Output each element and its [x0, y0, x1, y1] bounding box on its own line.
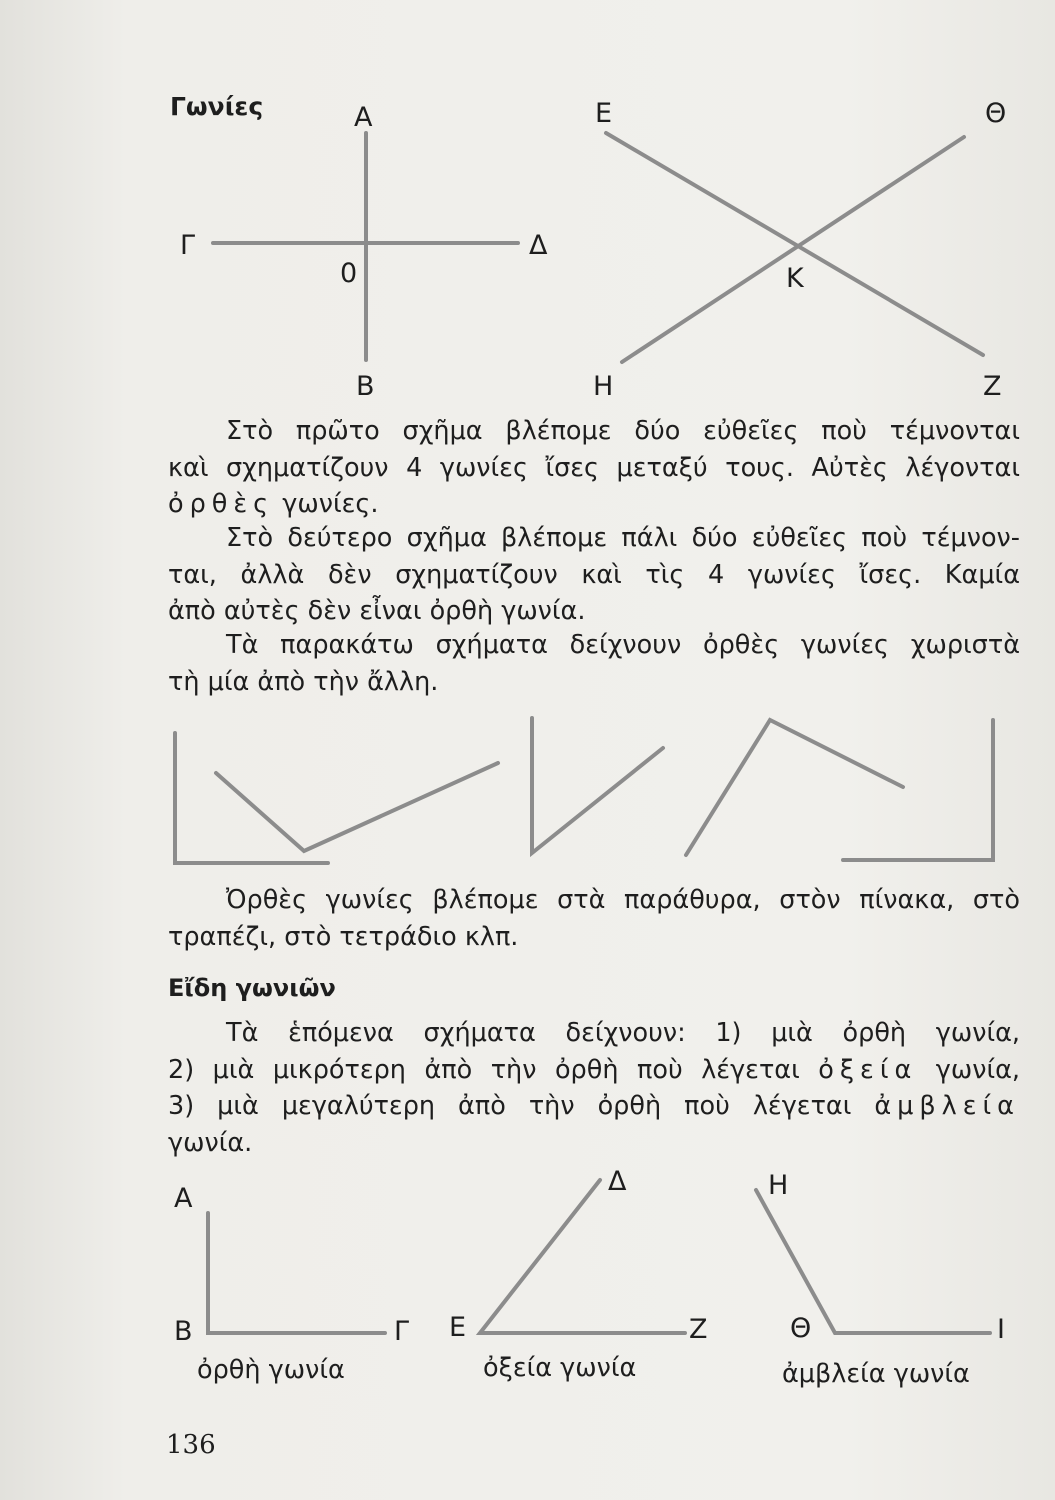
- right-angle-label-g: Γ: [394, 1316, 410, 1347]
- paragraph-5-line-2-start: 2) μιὰ μικρότερη ἀπὸ τὴν ὀρθὴ ποὺ λέγεται: [168, 1054, 800, 1085]
- paragraph-2-line-2: ται, ἀλλὰ δὲν σχηματίζουν καὶ τὶς 4 γωνίες ἴσες. Καμία: [168, 559, 1020, 590]
- figure1-label-o: 0: [340, 258, 358, 289]
- right-angle-caption: ὀρθὴ γωνία: [197, 1355, 345, 1385]
- paragraph-1: [168, 413, 1020, 523]
- paragraph-4-line-1: Ὀρθὲς γωνίες βλέπομε στὰ παράθυρα, στὸν πίνακα, στὸ: [226, 885, 1020, 915]
- right-angle-example-1: [175, 733, 328, 863]
- acute-angle-label-z: Ζ: [689, 1314, 708, 1345]
- figure2-label-h: Η: [593, 371, 614, 402]
- paragraph-1-line-1: Στὸ πρῶτο σχῆμα βλέπομε δύο εὐθεῖες ποὺ τέμνονται: [226, 416, 1020, 446]
- page-number: 136: [166, 1430, 216, 1460]
- paragraph-5-line-3-start: 3) μιὰ μεγαλύτερη ἀπὸ τὴν ὀρθὴ ποὺ λέγεται: [168, 1091, 852, 1121]
- figure2-label-e: Ε: [595, 98, 613, 129]
- acute-angle-caption: ὀξεία γωνία: [483, 1353, 637, 1383]
- paragraph-5-line-2: [168, 1052, 1020, 1089]
- acute-angle-figure: [480, 1180, 685, 1333]
- figure2-label-k: Κ: [786, 263, 804, 294]
- acute-angle-label-d: Δ: [608, 1166, 627, 1197]
- paragraph-3-line-1: Τὰ παρακάτω σχήματα δείχνουν ὀρθὲς γωνίες χωριστὰ: [226, 630, 1020, 660]
- section-heading-kinds-of-angles: Εἴδη γωνιῶν: [168, 974, 336, 1002]
- term-right-angles: ὀρθὲς: [168, 489, 275, 519]
- paragraph-1-line-2: καὶ σχηματίζουν 4 γωνίες ἴσες μεταξύ τους. Αὐτὲς λέγονται: [168, 452, 1020, 483]
- right-angle-example-5: [843, 720, 993, 860]
- paragraph-1-line-3: [168, 486, 1020, 523]
- paragraph-2-line-3: ἀπὸ αὐτὲς δὲν εἶναι ὀρθὴ γωνία.: [168, 596, 586, 626]
- paragraph-2: [168, 520, 1020, 630]
- obtuse-angle-label-h: Η: [768, 1170, 789, 1201]
- paragraph-1-end: γωνίες.: [282, 489, 379, 519]
- right-angle-figure: [208, 1213, 385, 1333]
- term-acute: ὀξεία: [818, 1054, 918, 1085]
- figure1-label-b: Β: [356, 371, 375, 402]
- acute-angle-label-e: Ε: [449, 1312, 467, 1343]
- paragraph-5-line-1: Τὰ ἑπόμενα σχήματα δείχνουν: 1) μιὰ ὀρθὴ γωνία,: [226, 1018, 1020, 1048]
- right-angle-label-b: Β: [174, 1316, 193, 1347]
- right-angle-example-3: [532, 718, 663, 853]
- paragraph-4: [168, 882, 1020, 955]
- paragraph-5-line-2-end: γωνία,: [935, 1054, 1021, 1085]
- obtuse-angle-label-th: Θ: [790, 1313, 812, 1344]
- paragraph-5: [168, 1015, 1020, 1161]
- figure1-label-a: Α: [354, 102, 373, 133]
- figure1-label-g: Γ: [180, 230, 196, 261]
- right-angle-label-a: Α: [174, 1183, 193, 1214]
- obtuse-angle-figure: [756, 1190, 990, 1333]
- paragraph-5-line-4: γωνία.: [168, 1127, 253, 1158]
- obtuse-angle-label-i: Ι: [997, 1314, 1005, 1345]
- term-obtuse: ἀμβλεία: [874, 1091, 1020, 1121]
- right-angle-example-2: [216, 763, 498, 851]
- figure2-label-z: Ζ: [983, 371, 1002, 402]
- figure1-label-d: Δ: [529, 230, 548, 261]
- section-heading-angles: Γωνίες: [170, 92, 264, 121]
- paragraph-3: [168, 627, 1020, 700]
- figure2-label-th: Θ: [985, 98, 1007, 129]
- paragraph-4-line-2: τραπέζι, στὸ τετράδιο κλπ.: [168, 921, 519, 952]
- paragraph-5-line-3: [168, 1088, 1020, 1125]
- figure2-line-e-z: [606, 133, 983, 355]
- obtuse-angle-caption: ἀμβλεία γωνία: [782, 1359, 970, 1389]
- paragraph-3-line-2: τὴ μία ἀπὸ τὴν ἄλλη.: [168, 666, 439, 697]
- paragraph-2-line-1: Στὸ δεύτερο σχῆμα βλέπομε πάλι δύο εὐθεῖες ποὺ τέμνον-: [226, 523, 1020, 553]
- right-angle-example-4: [686, 720, 903, 855]
